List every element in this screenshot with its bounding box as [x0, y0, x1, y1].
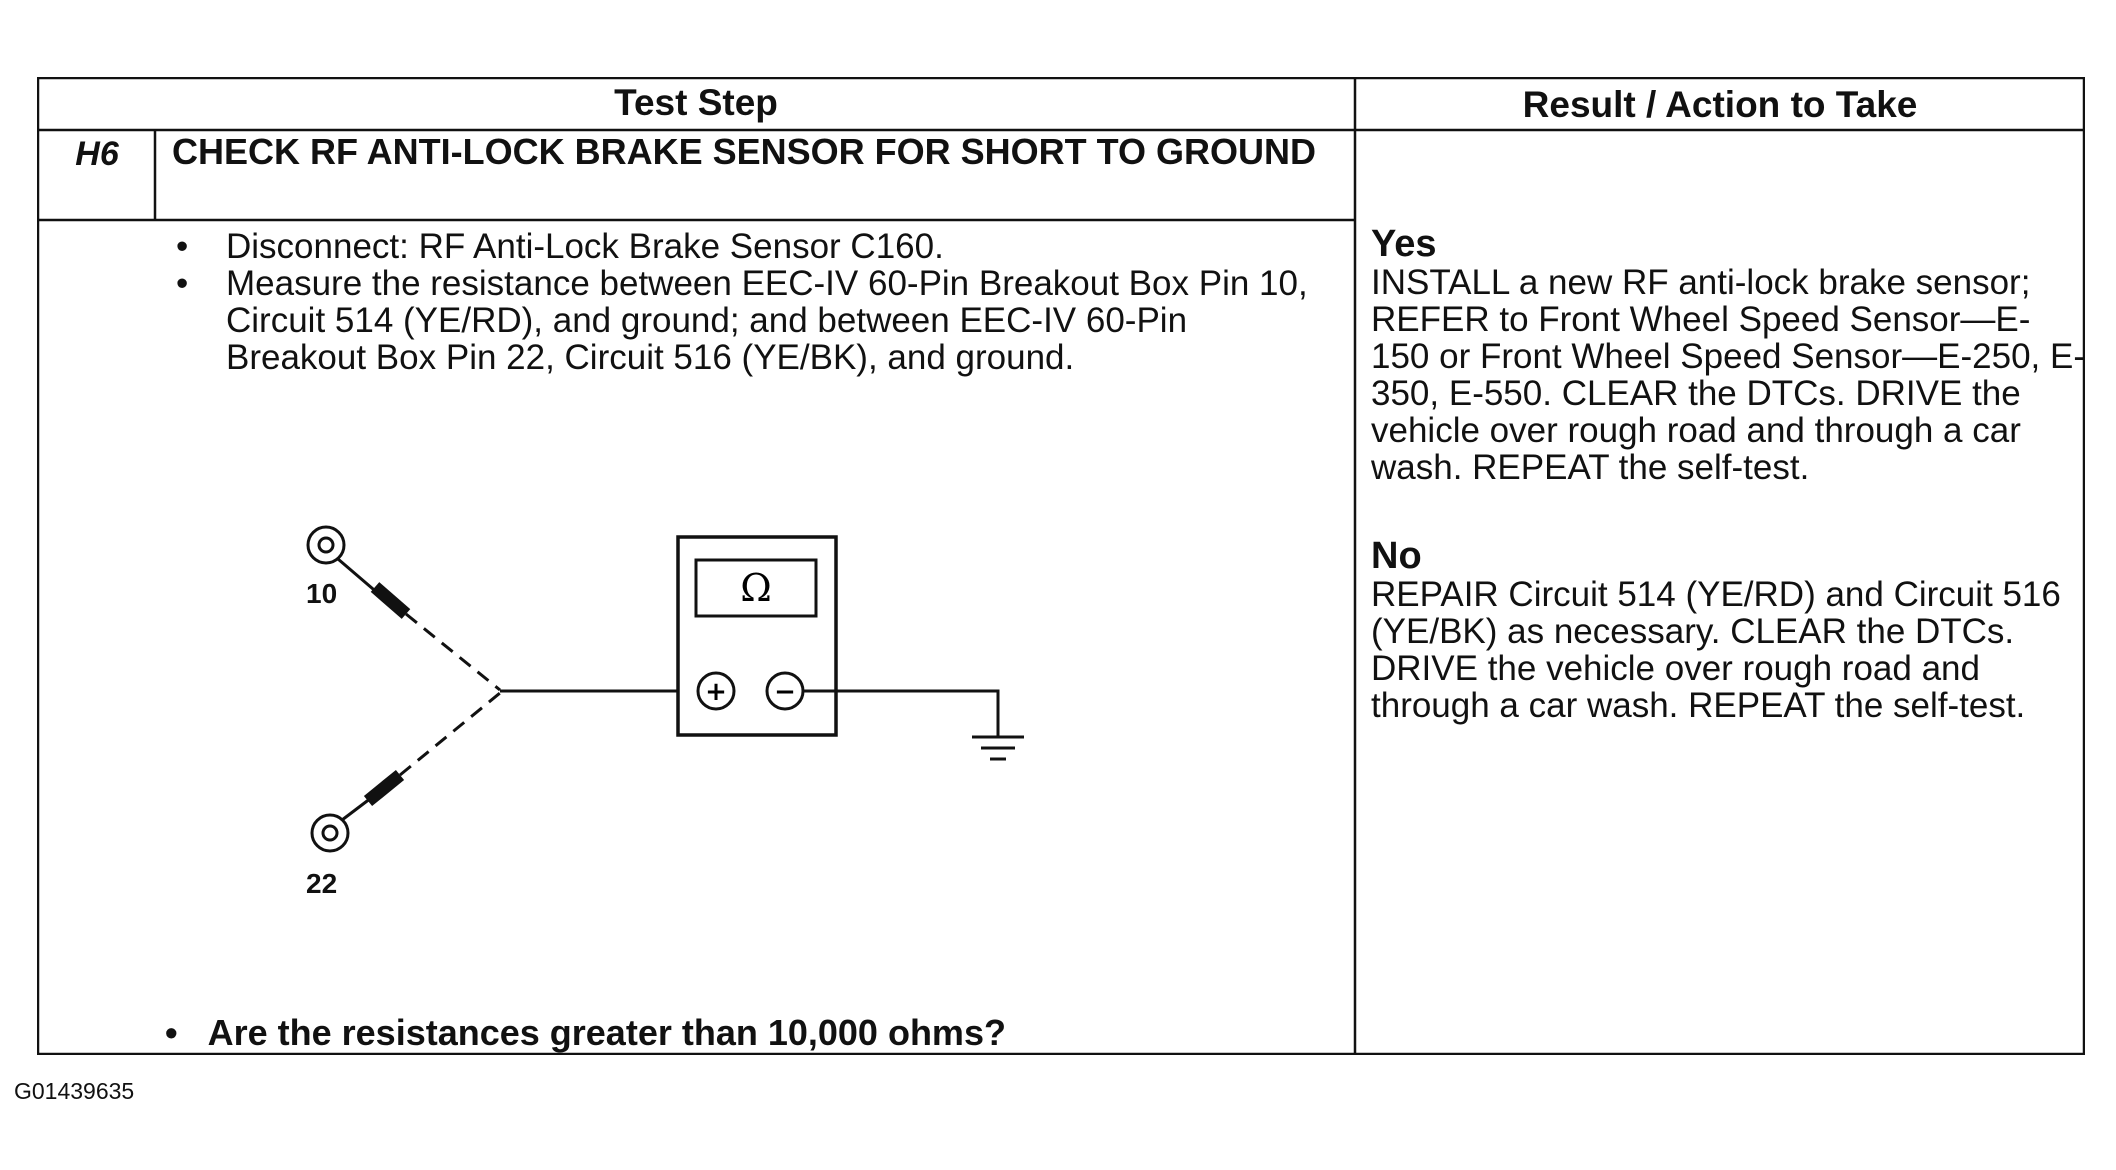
pin-22-terminal: [312, 775, 400, 851]
header-test-step: Test Step: [614, 82, 778, 123]
pin-10-label: 10: [306, 578, 338, 609]
yes-action: INSTALL a new RF anti-lock brake sensor; REFER to Front Wheel Speed Sensor—E-150 or Front Wheel Speed Sensor—E-250, E-350, E-550. CLEAR the DTCs. DRIVE the vehicle over rough road and through a car wash. REPEAT the self-test.: [1371, 263, 2085, 487]
ohmmeter-diagram: [280, 515, 1060, 895]
instruction-item: • Disconnect: RF Anti-Lock Brake Sensor C160.: [170, 228, 1330, 265]
instruction-item: • Measure the resistance between EEC-IV 60-Pin Breakout Box Pin 10, Circuit 514 (YE/RD), and ground; and between EEC-IV 60-Pin Breakout Box Pin 22, Circuit 516 (YE/BK), and ground.: [170, 265, 1330, 376]
pin-22-label: 22: [306, 868, 338, 899]
step-id: H6: [75, 135, 119, 173]
test-question: • Are the resistances greater than 10,000 ohms?: [165, 1012, 1006, 1054]
ohmmeter: [678, 537, 836, 735]
ground-symbol-icon: [972, 737, 1024, 759]
probe-lead-top: [406, 614, 500, 690]
yes-label: Yes: [1371, 223, 1437, 265]
result-no: [1371, 536, 2086, 724]
step-title: CHECK RF ANTI-LOCK BRAKE SENSOR FOR SHORT TO GROUND: [172, 131, 1317, 172]
ohm-symbol: Ω: [740, 566, 772, 610]
figure-id: G01439635: [14, 1078, 135, 1104]
svg-text:−: −: [774, 677, 796, 707]
svg-text:+: +: [705, 677, 727, 707]
instruction-list: [170, 228, 1330, 376]
no-label: No: [1371, 535, 1422, 577]
probe-lead-bottom: [400, 693, 500, 775]
header-result-action: Result / Action to Take: [1522, 84, 1918, 125]
no-action: REPAIR Circuit 514 (YE/RD) and Circuit 516 (YE/BK) as necessary. CLEAR the DTCs. DRIVE the vehicle over rough road and through a car wash. REPEAT the self-test.: [1371, 575, 2061, 725]
result-yes: [1371, 224, 2086, 486]
